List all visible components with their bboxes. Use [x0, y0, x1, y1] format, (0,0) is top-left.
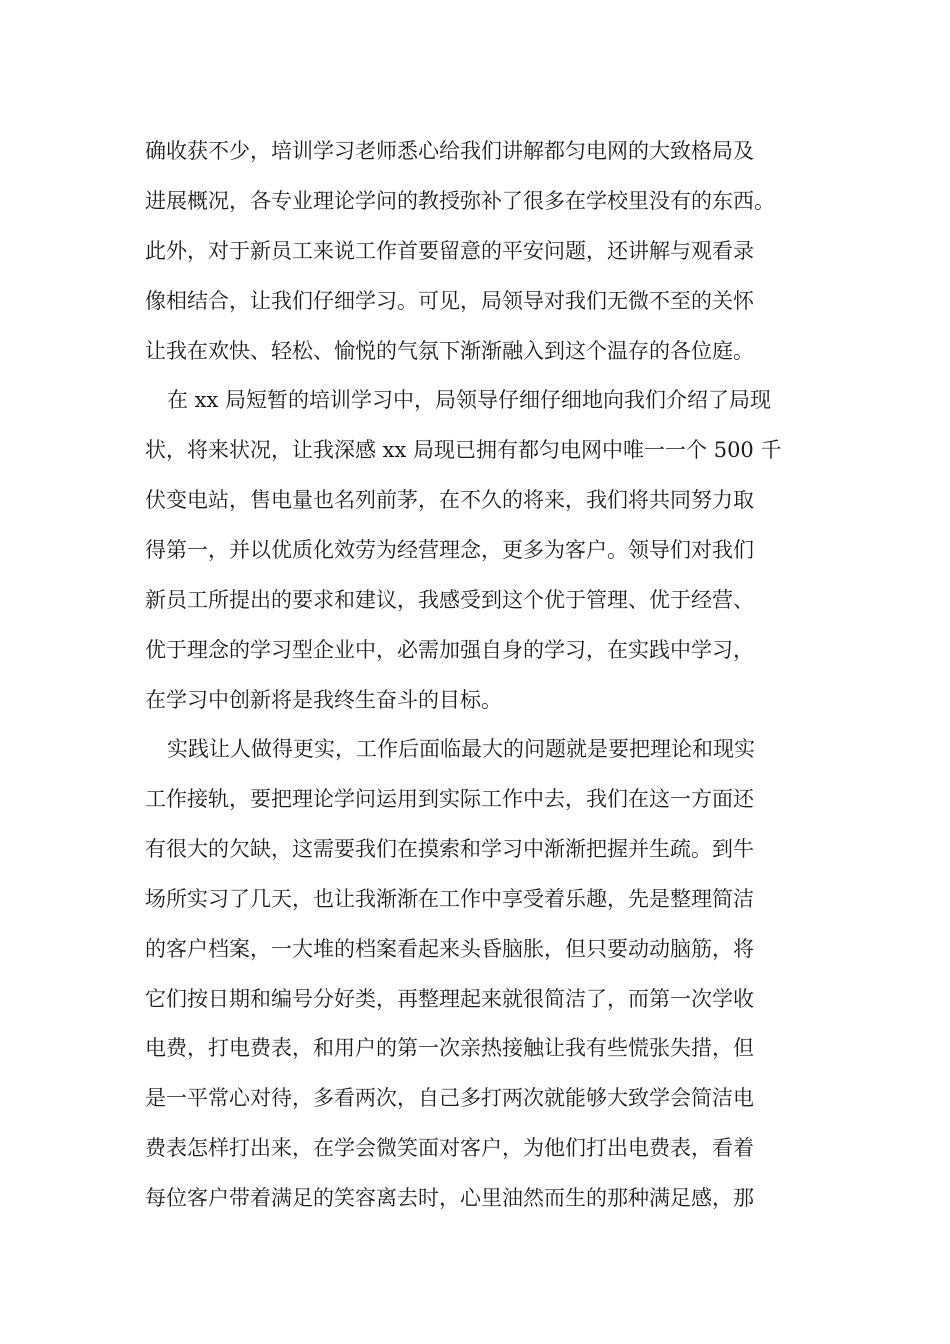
text-line: 费表怎样打出来，在学会微笑面对客户，为他们打出电费表，看着 [145, 1136, 754, 1160]
text-line: 伏变电站，售电量也名列前茅，在不久的将来，我们将共同努力取 [145, 488, 754, 512]
text-line: 它们按日期和编号分好类，再整理起来就很简洁了，而第一次学收 [145, 987, 754, 1011]
text-line: 确收获不少，培训学习老师悉心给我们讲解都匀电网的大致格局及 [145, 139, 754, 163]
text-line: 进展概况，各专业理论学问的教授弥补了很多在学校里没有的东西。 [145, 189, 775, 213]
text-line: 状，将来状况，让我深感 xx 局现已拥有都匀电网中唯一一个 500 千 [145, 438, 782, 462]
text-line: 每位客户带着满足的笑容离去时，心里油然而生的那种满足感，那 [145, 1186, 754, 1210]
text-line: 工作接轨，要把理论学问运用到实际工作中去，我们在这一方面还 [145, 787, 754, 811]
text-line: 电费，打电费表，和用户的第一次亲热接触让我有些慌张失措，但 [145, 1036, 754, 1060]
paragraph-first-line: 实践让人做得更实，工作后面临最大的问题就是要把理论和现实 [167, 737, 755, 761]
text-line: 得第一，并以优质化效劳为经营理念，更多为客户。领导们对我们 [145, 538, 754, 562]
text-line: 此外，对于新员工来说工作首要留意的平安问题，还讲解与观看录 [145, 239, 754, 263]
text-line: 在学习中创新将是我终生奋斗的目标。 [145, 688, 502, 712]
paragraph-first-line: 在 xx 局短暂的培训学习中，局领导仔细仔细地向我们介绍了局现 [167, 388, 772, 412]
text-line: 让我在欢快、轻松、愉悦的气氛下渐渐融入到这个温存的各位庭。 [145, 339, 754, 363]
text-line: 是一平常心对待，多看两次，自己多打两次就能够大致学会简洁电 [145, 1086, 754, 1110]
text-line: 像相结合，让我们仔细学习。可见，局领导对我们无微不至的关怀 [145, 289, 754, 313]
text-line: 优于理念的学习型企业中，必需加强自身的学习，在实践中学习， [145, 638, 754, 662]
text-line: 的客户档案，一大堆的档案看起来头昏脑胀，但只要动动脑筋，将 [145, 937, 754, 961]
text-line: 新员工所提出的要求和建议，我感受到这个优于管理、优于经营、 [145, 588, 754, 612]
text-line: 有很大的欠缺，这需要我们在摸索和学习中渐渐把握并生疏。到牛 [145, 837, 754, 861]
text-line: 场所实习了几天，也让我渐渐在工作中享受着乐趣，先是整理简洁 [145, 887, 754, 911]
